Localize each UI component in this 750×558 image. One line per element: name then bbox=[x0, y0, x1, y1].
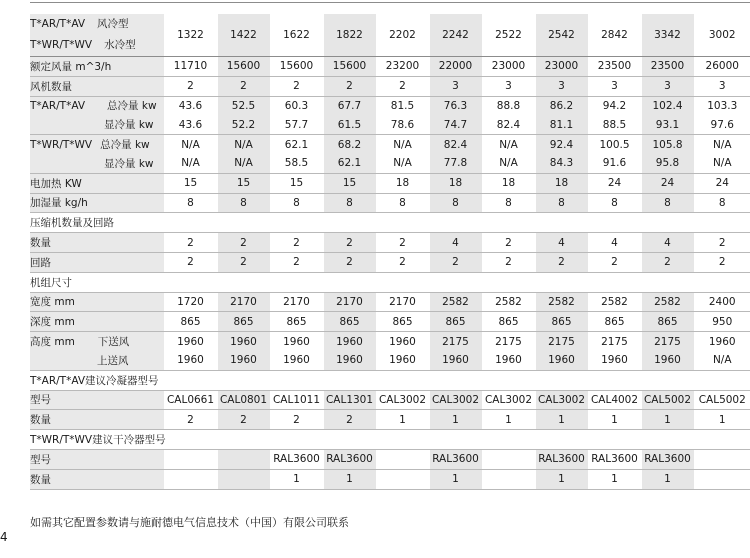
row-width-cell: 2170 bbox=[270, 292, 323, 312]
model-header-label bbox=[30, 14, 164, 57]
row-drycooler-qty bbox=[30, 469, 750, 489]
row-ar-total-cooling-cell: 60.3 bbox=[270, 96, 323, 115]
section-condenser-label: T*AR/T*AV建议冷凝器型号 bbox=[30, 370, 750, 390]
row-compressor-count-cell: 4 bbox=[588, 233, 641, 253]
row-width-label bbox=[30, 292, 164, 312]
row-ar-total-cooling-cell: 88.8 bbox=[482, 96, 535, 115]
model-header-cell: 3002 bbox=[694, 14, 750, 57]
row-circuits-cell: 2 bbox=[164, 252, 217, 272]
model-header-cell: 2842 bbox=[588, 14, 641, 57]
row-height-downflow-cell: 2175 bbox=[482, 332, 535, 351]
row-drycooler-model-cell bbox=[376, 449, 429, 469]
row-fans bbox=[30, 76, 750, 96]
row-height-downflow-label bbox=[30, 332, 164, 351]
row-ar-sensible-cooling-sublabel: 显冷量 kw bbox=[104, 119, 154, 132]
row-condenser-model-label bbox=[30, 390, 164, 410]
model-header-cell: 1422 bbox=[217, 14, 270, 57]
row-humidifier-cell: 8 bbox=[270, 193, 323, 213]
row-heater-cell: 18 bbox=[482, 173, 535, 193]
row-drycooler-model-cell: RAL3600 bbox=[641, 449, 694, 469]
row-fans-cell: 2 bbox=[376, 76, 429, 96]
row-depth-cell: 865 bbox=[164, 312, 217, 332]
row-drycooler-qty-cell: 1 bbox=[641, 469, 694, 489]
row-drycooler-model-cell bbox=[217, 449, 270, 469]
row-fans-cell: 2 bbox=[217, 76, 270, 96]
row-airflow-cell: 26000 bbox=[694, 57, 750, 77]
row-width-cell: 2582 bbox=[482, 292, 535, 312]
row-condenser-model-cell: CAL5002 bbox=[641, 390, 694, 410]
row-ar-sensible-cooling-cell: 57.7 bbox=[270, 115, 323, 134]
row-height-downflow-cell: 2175 bbox=[641, 332, 694, 351]
row-heater-cell: 15 bbox=[164, 173, 217, 193]
row-height-upflow-cell: 1960 bbox=[535, 351, 588, 370]
row-circuits-cell: 2 bbox=[694, 252, 750, 272]
row-airflow-cell: 15600 bbox=[270, 57, 323, 77]
row-drycooler-qty-cell bbox=[217, 469, 270, 489]
row-circuits-cell: 2 bbox=[482, 252, 535, 272]
section-compressors bbox=[30, 213, 750, 233]
row-humidifier-label bbox=[30, 193, 164, 213]
row-wr-sensible-cooling-cell: 58.5 bbox=[270, 154, 323, 173]
section-dimensions-label: 机组尺寸 bbox=[30, 272, 750, 292]
row-wr-sensible-cooling-cell: N/A bbox=[482, 154, 535, 173]
row-ar-sensible-cooling-cell: 61.5 bbox=[323, 115, 376, 134]
row-wr-total-cooling-cell: 82.4 bbox=[429, 135, 482, 154]
row-wr-sensible-cooling-cell: 95.8 bbox=[641, 154, 694, 173]
row-wr-total-cooling-cell: N/A bbox=[694, 135, 750, 154]
section-dimensions bbox=[30, 272, 750, 292]
row-drycooler-qty-cell: 1 bbox=[323, 469, 376, 489]
row-fans-cell: 2 bbox=[164, 76, 217, 96]
row-wr-sensible-cooling bbox=[30, 154, 750, 173]
row-condenser-qty-cell: 2 bbox=[164, 410, 217, 430]
section-drycooler bbox=[30, 430, 750, 450]
row-height-upflow-cell: 1960 bbox=[588, 351, 641, 370]
row-wr-sensible-cooling-sublabel: 显冷量 kw bbox=[104, 157, 154, 170]
row-width-cell: 2582 bbox=[588, 292, 641, 312]
row-depth-cell: 865 bbox=[217, 312, 270, 332]
row-humidifier-cell: 8 bbox=[535, 193, 588, 213]
row-circuits-cell: 2 bbox=[429, 252, 482, 272]
row-circuits-label-text: 回路 bbox=[30, 256, 51, 269]
spec-table bbox=[30, 14, 750, 490]
row-wr-sensible-cooling-cell: 62.1 bbox=[323, 154, 376, 173]
row-heater-label bbox=[30, 173, 164, 193]
row-drycooler-qty-label-text: 数量 bbox=[30, 473, 51, 486]
row-ar-sensible-cooling-cell: 82.4 bbox=[482, 115, 535, 134]
row-airflow-label-text: 额定风量 m^3/h bbox=[30, 60, 112, 73]
row-wr-sensible-cooling-cell: 77.8 bbox=[429, 154, 482, 173]
row-condenser-model bbox=[30, 390, 750, 410]
row-depth-label bbox=[30, 312, 164, 332]
row-heater-cell: 15 bbox=[270, 173, 323, 193]
row-width bbox=[30, 292, 750, 312]
row-depth-label-text: 深度 mm bbox=[30, 316, 75, 329]
row-heater-cell: 18 bbox=[376, 173, 429, 193]
row-height-downflow-cell: 2175 bbox=[588, 332, 641, 351]
row-fans-cell: 3 bbox=[482, 76, 535, 96]
row-depth-cell: 865 bbox=[270, 312, 323, 332]
row-drycooler-qty-cell: 1 bbox=[270, 469, 323, 489]
top-rule bbox=[30, 2, 750, 3]
row-condenser-model-cell: CAL5002 bbox=[694, 390, 750, 410]
header-wr-label: T*WR/T*WV bbox=[30, 39, 93, 51]
model-header-cell: 3342 bbox=[641, 14, 694, 57]
row-compressor-count-cell: 4 bbox=[429, 233, 482, 253]
row-heater-cell: 15 bbox=[323, 173, 376, 193]
row-height-upflow-cell: 1960 bbox=[429, 351, 482, 370]
row-wr-total-cooling-cell: N/A bbox=[164, 135, 217, 154]
row-width-cell: 2170 bbox=[323, 292, 376, 312]
row-condenser-model-cell: CAL1011 bbox=[270, 390, 323, 410]
row-fans-cell: 3 bbox=[694, 76, 750, 96]
header-ar-label: T*AR/T*AV bbox=[30, 18, 86, 30]
row-wr-total-cooling-sublabel: 总冷量 kw bbox=[100, 139, 150, 152]
row-fans-label bbox=[30, 76, 164, 96]
row-airflow-label bbox=[30, 57, 164, 77]
row-fans-cell: 3 bbox=[588, 76, 641, 96]
row-condenser-qty bbox=[30, 410, 750, 430]
row-heater-cell: 24 bbox=[588, 173, 641, 193]
row-ar-sensible-cooling-cell: 88.5 bbox=[588, 115, 641, 134]
row-heater-cell: 24 bbox=[694, 173, 750, 193]
header-line-ar bbox=[30, 14, 164, 35]
row-condenser-model-cell: CAL3002 bbox=[482, 390, 535, 410]
row-depth-cell: 865 bbox=[535, 312, 588, 332]
page-number: 4 bbox=[0, 530, 8, 544]
row-humidifier-cell: 8 bbox=[588, 193, 641, 213]
row-height-upflow-sublabel: 上送风 bbox=[97, 354, 129, 367]
row-width-cell: 1720 bbox=[164, 292, 217, 312]
row-height-upflow-cell: 1960 bbox=[641, 351, 694, 370]
row-condenser-model-cell: CAL0661 bbox=[164, 390, 217, 410]
row-condenser-qty-cell: 1 bbox=[588, 410, 641, 430]
row-wr-total-cooling-cell: 92.4 bbox=[535, 135, 588, 154]
row-circuits-cell: 2 bbox=[217, 252, 270, 272]
section-compressors-label: 压缩机数量及回路 bbox=[30, 213, 750, 233]
row-condenser-qty-label bbox=[30, 410, 164, 430]
row-heater-label-text: 电加热 KW bbox=[30, 177, 82, 190]
row-ar-total-cooling-cell: 76.3 bbox=[429, 96, 482, 115]
model-header-row bbox=[30, 14, 750, 57]
row-airflow-cell: 15600 bbox=[217, 57, 270, 77]
row-condenser-qty-cell: 1 bbox=[429, 410, 482, 430]
row-humidifier-cell: 8 bbox=[694, 193, 750, 213]
row-airflow-cell: 23500 bbox=[588, 57, 641, 77]
row-airflow-cell: 22000 bbox=[429, 57, 482, 77]
row-drycooler-qty-label bbox=[30, 469, 164, 489]
row-drycooler-qty-cell: 1 bbox=[535, 469, 588, 489]
row-width-label-text: 宽度 mm bbox=[30, 296, 75, 309]
row-height-upflow-label bbox=[30, 351, 164, 370]
row-condenser-qty-cell: 2 bbox=[323, 410, 376, 430]
row-wr-sensible-cooling-cell: N/A bbox=[694, 154, 750, 173]
header-ar-type: 风冷型 bbox=[97, 18, 129, 30]
row-height-downflow-sublabel: 下送风 bbox=[97, 336, 130, 349]
row-ar-sensible-cooling-cell: 93.1 bbox=[641, 115, 694, 134]
row-fans-cell: 2 bbox=[270, 76, 323, 96]
row-heater-cell: 18 bbox=[535, 173, 588, 193]
row-circuits-cell: 2 bbox=[376, 252, 429, 272]
row-width-cell: 2170 bbox=[217, 292, 270, 312]
row-wr-sensible-cooling-cell: N/A bbox=[376, 154, 429, 173]
row-ar-sensible-cooling bbox=[30, 115, 750, 134]
row-height-upflow-cell: 1960 bbox=[376, 351, 429, 370]
row-compressor-count-cell: 4 bbox=[535, 233, 588, 253]
row-condenser-model-cell: CAL3002 bbox=[535, 390, 588, 410]
row-circuits bbox=[30, 252, 750, 272]
row-height-downflow bbox=[30, 332, 750, 351]
row-ar-total-cooling-cell: 43.6 bbox=[164, 96, 217, 115]
model-header-cell: 2522 bbox=[482, 14, 535, 57]
header-line-wr bbox=[30, 35, 164, 56]
row-ar-sensible-cooling-cell: 74.7 bbox=[429, 115, 482, 134]
row-ar-sensible-cooling-cell: 97.6 bbox=[694, 115, 750, 134]
row-fans-cell: 3 bbox=[535, 76, 588, 96]
row-condenser-qty-label-text: 数量 bbox=[30, 414, 51, 427]
row-airflow-cell: 23000 bbox=[482, 57, 535, 77]
row-drycooler-model-cell: RAL3600 bbox=[588, 449, 641, 469]
row-depth-cell: 865 bbox=[588, 312, 641, 332]
row-height-downflow-cell: 1960 bbox=[376, 332, 429, 351]
row-width-cell: 2170 bbox=[376, 292, 429, 312]
row-wr-sensible-cooling-label bbox=[30, 154, 164, 173]
row-height-downflow-cell: 1960 bbox=[323, 332, 376, 351]
row-compressor-count-cell: 2 bbox=[217, 233, 270, 253]
row-compressor-count-cell: 2 bbox=[376, 233, 429, 253]
row-heater-cell: 24 bbox=[641, 173, 694, 193]
model-header-cell: 1322 bbox=[164, 14, 217, 57]
row-humidifier-cell: 8 bbox=[482, 193, 535, 213]
model-header-cell: 2242 bbox=[429, 14, 482, 57]
row-height-upflow-cell: N/A bbox=[694, 351, 750, 370]
row-condenser-qty-cell: 1 bbox=[376, 410, 429, 430]
row-height-downflow-cell: 2175 bbox=[535, 332, 588, 351]
row-height-downflow-cell: 2175 bbox=[429, 332, 482, 351]
row-ar-sensible-cooling-cell: 43.6 bbox=[164, 115, 217, 134]
row-height-downflow-cell: 1960 bbox=[217, 332, 270, 351]
row-drycooler-model-cell: RAL3600 bbox=[323, 449, 376, 469]
row-circuits-cell: 2 bbox=[641, 252, 694, 272]
row-depth-cell: 865 bbox=[376, 312, 429, 332]
row-condenser-qty-cell: 2 bbox=[270, 410, 323, 430]
row-drycooler-model-cell bbox=[694, 449, 750, 469]
row-compressor-count-cell: 2 bbox=[270, 233, 323, 253]
row-height-downflow-cell: 1960 bbox=[270, 332, 323, 351]
row-airflow-cell: 23200 bbox=[376, 57, 429, 77]
row-ar-sensible-cooling-cell: 52.2 bbox=[217, 115, 270, 134]
row-height-downflow-cell: 1960 bbox=[164, 332, 217, 351]
row-ar-sensible-cooling-cell: 78.6 bbox=[376, 115, 429, 134]
row-compressor-count-label bbox=[30, 233, 164, 253]
row-wr-total-cooling-label-text: T*WR/T*WV bbox=[30, 139, 93, 152]
row-ar-total-cooling-cell: 52.5 bbox=[217, 96, 270, 115]
row-fans-cell: 3 bbox=[641, 76, 694, 96]
row-ar-total-cooling-sublabel: 总冷量 kw bbox=[107, 100, 157, 113]
row-depth-cell: 865 bbox=[323, 312, 376, 332]
row-drycooler-model-cell: RAL3600 bbox=[535, 449, 588, 469]
row-condenser-model-cell: CAL3002 bbox=[429, 390, 482, 410]
row-compressor-count-cell: 2 bbox=[482, 233, 535, 253]
row-humidifier-cell: 8 bbox=[641, 193, 694, 213]
row-humidifier-cell: 8 bbox=[164, 193, 217, 213]
row-humidifier-label-text: 加湿量 kg/h bbox=[30, 197, 88, 210]
row-ar-total-cooling-label-text: T*AR/T*AV bbox=[30, 100, 86, 113]
row-depth-cell: 865 bbox=[641, 312, 694, 332]
row-wr-total-cooling-cell: 100.5 bbox=[588, 135, 641, 154]
row-wr-sensible-cooling-cell: 84.3 bbox=[535, 154, 588, 173]
section-drycooler-label: T*WR/T*WV建议干冷器型号 bbox=[30, 430, 750, 450]
row-humidifier-cell: 8 bbox=[323, 193, 376, 213]
row-ar-total-cooling-cell: 81.5 bbox=[376, 96, 429, 115]
row-wr-total-cooling-label bbox=[30, 135, 164, 154]
row-heater bbox=[30, 173, 750, 193]
row-circuits-cell: 2 bbox=[588, 252, 641, 272]
row-circuits-cell: 2 bbox=[323, 252, 376, 272]
row-drycooler-qty-cell bbox=[164, 469, 217, 489]
row-drycooler-qty-cell: 1 bbox=[429, 469, 482, 489]
row-condenser-qty-cell: 1 bbox=[694, 410, 750, 430]
row-condenser-model-label-text: 型号 bbox=[30, 394, 51, 407]
row-condenser-qty-cell: 1 bbox=[482, 410, 535, 430]
row-drycooler-qty-cell bbox=[482, 469, 535, 489]
row-depth bbox=[30, 312, 750, 332]
row-wr-total-cooling bbox=[30, 135, 750, 154]
row-width-cell: 2582 bbox=[429, 292, 482, 312]
row-wr-sensible-cooling-cell: N/A bbox=[217, 154, 270, 173]
row-wr-total-cooling-cell: 62.1 bbox=[270, 135, 323, 154]
row-ar-sensible-cooling-label bbox=[30, 115, 164, 134]
row-ar-total-cooling bbox=[30, 96, 750, 115]
row-drycooler-model-cell bbox=[164, 449, 217, 469]
row-wr-sensible-cooling-cell: N/A bbox=[164, 154, 217, 173]
footer-note: 如需其它配置参数请与施耐德电气信息技术（中国）有限公司联系 bbox=[30, 516, 349, 529]
row-fans-cell: 3 bbox=[429, 76, 482, 96]
row-height-upflow-cell: 1960 bbox=[482, 351, 535, 370]
row-humidifier-cell: 8 bbox=[217, 193, 270, 213]
row-width-cell: 2582 bbox=[535, 292, 588, 312]
row-width-cell: 2582 bbox=[641, 292, 694, 312]
row-wr-sensible-cooling-cell: 91.6 bbox=[588, 154, 641, 173]
row-fans-label-text: 风机数量 bbox=[30, 80, 72, 93]
row-drycooler-model bbox=[30, 449, 750, 469]
row-airflow-cell: 23500 bbox=[641, 57, 694, 77]
row-height-upflow-cell: 1960 bbox=[270, 351, 323, 370]
row-condenser-qty-cell: 1 bbox=[641, 410, 694, 430]
row-ar-total-cooling-cell: 67.7 bbox=[323, 96, 376, 115]
row-drycooler-model-cell: RAL3600 bbox=[429, 449, 482, 469]
row-ar-total-cooling-label bbox=[30, 96, 164, 115]
model-header-cell: 2202 bbox=[376, 14, 429, 57]
row-wr-total-cooling-cell: N/A bbox=[217, 135, 270, 154]
row-condenser-qty-cell: 1 bbox=[535, 410, 588, 430]
row-condenser-model-cell: CAL1301 bbox=[323, 390, 376, 410]
row-airflow-cell: 23000 bbox=[535, 57, 588, 77]
header-wr-type: 水冷型 bbox=[104, 39, 136, 51]
row-height-downflow-label-text: 高度 mm bbox=[30, 336, 75, 349]
row-height-upflow bbox=[30, 351, 750, 370]
row-wr-total-cooling-cell: 105.8 bbox=[641, 135, 694, 154]
row-ar-sensible-cooling-cell: 81.1 bbox=[535, 115, 588, 134]
row-drycooler-model-cell bbox=[482, 449, 535, 469]
model-header-cell: 2542 bbox=[535, 14, 588, 57]
row-heater-cell: 15 bbox=[217, 173, 270, 193]
row-compressor-count-label-text: 数量 bbox=[30, 237, 51, 250]
row-fans-cell: 2 bbox=[323, 76, 376, 96]
row-compressor-count bbox=[30, 233, 750, 253]
row-compressor-count-cell: 2 bbox=[323, 233, 376, 253]
row-airflow bbox=[30, 57, 750, 77]
row-ar-total-cooling-cell: 86.2 bbox=[535, 96, 588, 115]
row-height-upflow-cell: 1960 bbox=[164, 351, 217, 370]
row-humidifier-cell: 8 bbox=[376, 193, 429, 213]
row-wr-total-cooling-cell: N/A bbox=[482, 135, 535, 154]
row-drycooler-qty-cell: 1 bbox=[588, 469, 641, 489]
row-airflow-cell: 15600 bbox=[323, 57, 376, 77]
row-compressor-count-cell: 4 bbox=[641, 233, 694, 253]
row-drycooler-qty-cell bbox=[376, 469, 429, 489]
row-circuits-cell: 2 bbox=[535, 252, 588, 272]
row-depth-cell: 950 bbox=[694, 312, 750, 332]
row-drycooler-model-label bbox=[30, 449, 164, 469]
row-depth-cell: 865 bbox=[482, 312, 535, 332]
row-condenser-model-cell: CAL3002 bbox=[376, 390, 429, 410]
row-compressor-count-cell: 2 bbox=[694, 233, 750, 253]
model-header-cell: 1822 bbox=[323, 14, 376, 57]
row-depth-cell: 865 bbox=[429, 312, 482, 332]
row-compressor-count-cell: 2 bbox=[164, 233, 217, 253]
row-ar-total-cooling-cell: 103.3 bbox=[694, 96, 750, 115]
row-ar-total-cooling-cell: 94.2 bbox=[588, 96, 641, 115]
row-drycooler-model-label-text: 型号 bbox=[30, 453, 51, 466]
model-header-cell: 1622 bbox=[270, 14, 323, 57]
row-ar-total-cooling-cell: 102.4 bbox=[641, 96, 694, 115]
row-height-upflow-cell: 1960 bbox=[323, 351, 376, 370]
row-condenser-model-cell: CAL0801 bbox=[217, 390, 270, 410]
row-circuits-label bbox=[30, 252, 164, 272]
row-condenser-qty-cell: 2 bbox=[217, 410, 270, 430]
row-wr-total-cooling-cell: 68.2 bbox=[323, 135, 376, 154]
section-condenser bbox=[30, 370, 750, 390]
row-humidifier-cell: 8 bbox=[429, 193, 482, 213]
row-humidifier bbox=[30, 193, 750, 213]
row-height-downflow-cell: 1960 bbox=[694, 332, 750, 351]
row-height-upflow-cell: 1960 bbox=[217, 351, 270, 370]
row-heater-cell: 18 bbox=[429, 173, 482, 193]
row-circuits-cell: 2 bbox=[270, 252, 323, 272]
row-airflow-cell: 11710 bbox=[164, 57, 217, 77]
row-width-cell: 2400 bbox=[694, 292, 750, 312]
row-drycooler-qty-cell bbox=[694, 469, 750, 489]
row-drycooler-model-cell: RAL3600 bbox=[270, 449, 323, 469]
row-condenser-model-cell: CAL4002 bbox=[588, 390, 641, 410]
row-wr-total-cooling-cell: N/A bbox=[376, 135, 429, 154]
